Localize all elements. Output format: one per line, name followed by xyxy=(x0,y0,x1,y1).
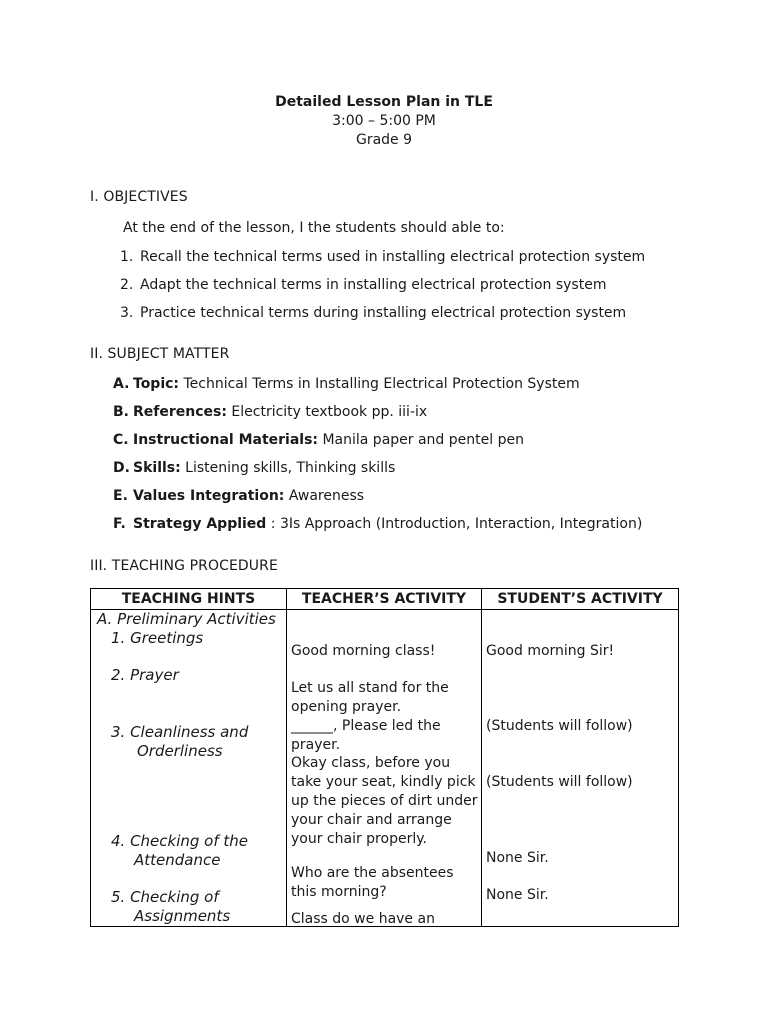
column-header-students-activity: STUDENT’S ACTIVITY xyxy=(482,589,679,610)
column-header-teaching-hints: TEACHING HINTS xyxy=(91,589,287,610)
objective-item xyxy=(120,305,626,321)
teacher-cleanliness-line: up the pieces of dirt under xyxy=(291,793,478,809)
subject-text: Awareness xyxy=(284,488,365,504)
hint-cleanliness: 3. Cleanliness and xyxy=(111,723,249,741)
hint-checking-assignments: 5. Checking of xyxy=(111,888,219,906)
subject-letter: E. xyxy=(113,488,128,504)
objective-text: Practice technical terms during installing electrical protection system xyxy=(140,305,627,321)
objectives-intro: At the end of the lesson, I the students should able to: xyxy=(123,220,505,236)
document-title: Detailed Lesson Plan in TLE xyxy=(275,94,493,110)
table-header-row xyxy=(91,589,679,610)
subject-label: Skills: xyxy=(133,460,181,476)
objective-number: 3. xyxy=(120,305,134,321)
objective-item xyxy=(120,249,645,265)
student-follow: (Students will follow) xyxy=(486,774,633,790)
subject-item xyxy=(113,376,580,392)
objective-number: 1. xyxy=(120,249,134,265)
subject-text: Electricity textbook pp. iii-ix xyxy=(226,404,428,420)
teacher-attendance-line: Who are the absentees xyxy=(291,865,454,881)
subject-letter: D. xyxy=(113,460,130,476)
subject-label: References: xyxy=(133,404,227,420)
teacher-cleanliness-line: your chair properly. xyxy=(291,831,427,847)
teaching-hints-cell xyxy=(91,610,287,927)
subject-item xyxy=(113,404,427,420)
subject-text: Listening skills, Thinking skills xyxy=(180,460,396,476)
objective-text: Recall the technical terms used in installing electrical protection system xyxy=(140,249,646,265)
objective-number: 2. xyxy=(120,277,134,293)
students-activity-cell xyxy=(482,610,679,927)
table-row xyxy=(91,610,679,927)
subject-text: : 3Is Approach (Introduction, Interaction, Integration) xyxy=(266,516,643,532)
teacher-assignment-line: Class do we have an xyxy=(291,911,435,926)
teacher-greeting: Good morning class! xyxy=(291,643,436,659)
teacher-cleanliness-line: Okay class, before you xyxy=(291,755,451,771)
hint-checking-attendance: 4. Checking of the xyxy=(111,832,249,850)
document-time: 3:00 – 5:00 PM xyxy=(332,113,436,129)
hint-attendance: Attendance xyxy=(134,851,221,869)
student-none-assignment: None Sir. xyxy=(486,887,549,903)
subject-letter: C. xyxy=(113,432,129,448)
student-greeting: Good morning Sir! xyxy=(486,643,615,659)
subject-letter: F. xyxy=(113,516,126,532)
subject-letter: A. xyxy=(113,376,130,392)
subject-item xyxy=(113,432,524,448)
teacher-cleanliness-line: your chair and arrange xyxy=(291,812,452,828)
hint-orderliness: Orderliness xyxy=(137,742,223,760)
student-none-absent: None Sir. xyxy=(486,850,549,866)
student-follow: (Students will follow) xyxy=(486,718,633,734)
teacher-prayer-line: prayer. xyxy=(291,737,341,753)
subject-label: Strategy Applied xyxy=(133,516,267,532)
objective-item xyxy=(120,277,606,293)
subject-text: Technical Terms in Installing Electrical Protection System xyxy=(179,376,580,392)
teacher-attendance-line: this morning? xyxy=(291,884,387,900)
subject-label: Instructional Materials: xyxy=(133,432,319,448)
subject-item xyxy=(113,488,364,504)
subject-label: Topic: xyxy=(133,376,180,392)
teacher-prayer-line: opening prayer. xyxy=(291,699,402,715)
teachers-activity-cell xyxy=(287,610,482,927)
teacher-cleanliness-line: take your seat, kindly pick xyxy=(291,774,476,790)
procedure-heading: III. TEACHING PROCEDURE xyxy=(90,558,278,574)
subject-letter: B. xyxy=(113,404,129,420)
subject-text: Manila paper and pentel pen xyxy=(318,432,524,448)
hint-prayer: 2. Prayer xyxy=(111,666,179,684)
teacher-prayer-line: Let us all stand for the xyxy=(291,680,449,696)
hint-greetings: 1. Greetings xyxy=(111,629,204,647)
procedure-table xyxy=(90,588,679,927)
hint-preliminary: A. Preliminary Activities xyxy=(97,610,276,628)
document-grade: Grade 9 xyxy=(355,132,413,148)
teacher-prayer-line: ______, Please led the xyxy=(291,718,441,734)
objective-text: Adapt the technical terms in installing electrical protection system xyxy=(140,277,607,293)
hint-assignments: Assignments xyxy=(134,907,231,925)
column-header-teachers-activity: TEACHER’S ACTIVITY xyxy=(287,589,482,610)
subject-label: Values Integration: xyxy=(133,488,285,504)
subject-item xyxy=(113,460,395,476)
objectives-heading: I. OBJECTIVES xyxy=(90,189,188,205)
subject-item xyxy=(113,516,642,532)
subject-matter-heading: II. SUBJECT MATTER xyxy=(90,346,230,362)
